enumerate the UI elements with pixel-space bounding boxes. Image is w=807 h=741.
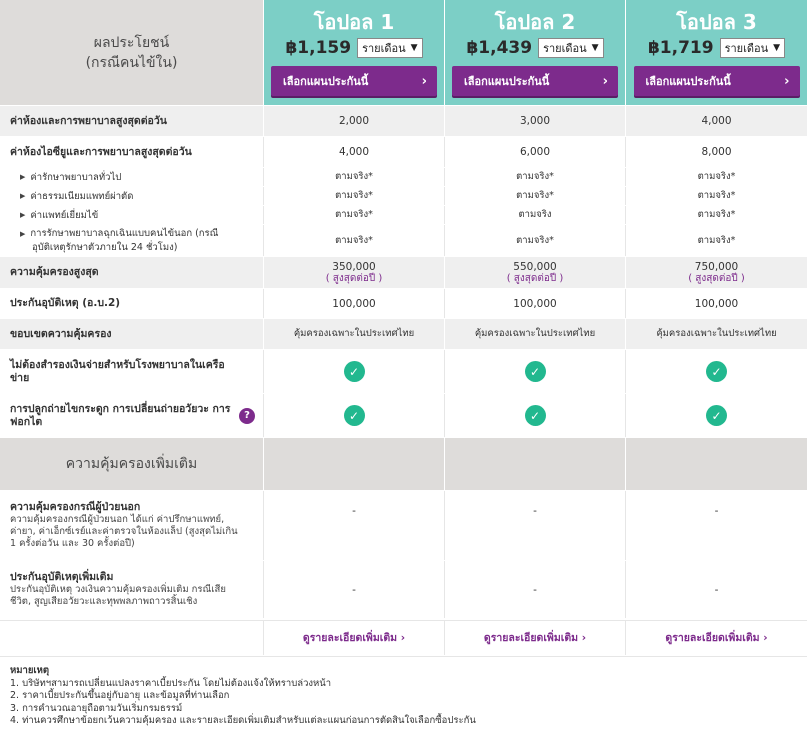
row-coverage-scope	[0, 319, 807, 350]
footnote-item: 4. ท่านควรศึกษาข้อยกเว้นความคุ้มครอง และรายละเอียดเพิ่มเติมสำหรับแต่ละแผนก่อนการตัดสินใจเลือกซื้อประกัน	[10, 715, 476, 726]
row-label-text	[10, 403, 230, 429]
cell-value: ตามจริง*	[263, 187, 444, 205]
row-surgeon-fee	[0, 187, 807, 206]
section-cell	[444, 438, 625, 490]
check-icon: ✓	[525, 361, 546, 382]
row-cashless-network	[0, 350, 807, 394]
row-label-line: ข่าย	[10, 371, 30, 384]
row-label	[0, 206, 263, 224]
row-label-line: อุบัติเหตุรักษาตัวภายใน 24 ชั่วโมง)	[32, 242, 178, 253]
cell-value	[625, 621, 807, 655]
row-label-text: ค่าธรรมเนียมแพทย์ผ่าตัด	[30, 190, 134, 202]
row-accident-insurance	[0, 289, 807, 319]
plan-header-3	[625, 0, 807, 105]
plan-header-2	[444, 0, 625, 105]
cell-value: ตามจริง*	[263, 206, 444, 224]
row-label	[0, 561, 263, 618]
section-title: ความคุ้มครองเพิ่มเติม	[65, 456, 198, 472]
chevron-right-icon: ›	[763, 632, 768, 644]
cell-value: ตามจริง*	[444, 168, 625, 186]
coverage-amount: 750,000	[694, 260, 739, 273]
row-label	[0, 394, 263, 437]
row-label-line: ฟอกไต	[10, 415, 43, 428]
chevron-right-icon: ›	[602, 73, 608, 89]
row-label: ค่าห้องและการพยาบาลสูงสุดต่อวัน	[10, 114, 167, 127]
check-icon: ✓	[344, 405, 365, 426]
cell-value: ตามจริง*	[444, 187, 625, 205]
chevron-right-icon: ›	[784, 73, 790, 89]
footnote-item: 3. การคำนวณอายุถือตามวันเริ่มกรมธรรม์	[10, 702, 183, 714]
period-value: รายเดือน	[543, 42, 587, 55]
cell-value	[625, 394, 807, 437]
rider-title: ความคุ้มครองกรณีผู้ป่วยนอก	[10, 501, 141, 513]
dropdown-arrow-icon: ▼	[591, 43, 599, 53]
row-accident-rider	[0, 561, 807, 619]
per-year-note: ( สูงสุดต่อปี )	[325, 272, 383, 284]
cell-value: ตามจริง*	[625, 187, 807, 205]
cell-value: 4,000	[263, 137, 444, 167]
period-value: รายเดือน	[362, 42, 406, 55]
period-dropdown[interactable]	[538, 38, 603, 58]
row-label: ความคุ้มครองสูงสุด	[10, 266, 99, 278]
select-plan-button[interactable]	[452, 66, 618, 96]
footnotes	[0, 656, 807, 741]
row-label	[0, 225, 263, 256]
row-label-text: ค่าแพทย์เยี่ยมไข้	[30, 209, 99, 221]
rider-desc: ค่ายา, ค่าเอ็กซ์เรย์และค่าตรวจในห้องแล็ป (สูงสุดไม่เกิน	[10, 526, 238, 537]
cell-value: คุ้มครองเฉพาะในประเทศไทย	[625, 319, 807, 349]
row-general-treatment	[0, 168, 807, 187]
cell-value: ตามจริง*	[625, 206, 807, 224]
row-label	[0, 491, 263, 560]
row-label	[0, 187, 263, 205]
cell-value	[444, 621, 625, 655]
row-label-text	[20, 227, 218, 241]
cell-value: ตามจริง*	[625, 225, 807, 256]
help-icon[interactable]: ?	[239, 408, 255, 424]
cell-value: -	[263, 491, 444, 560]
rider-title: ประกันอุบัติเหตุเพิ่มเติม	[10, 571, 114, 583]
select-plan-label: เลือกแผนประกันนี้	[464, 75, 550, 88]
row-label-text: ค่ารักษาพยาบาลทั่วไป	[30, 171, 122, 183]
row-label	[0, 621, 263, 655]
row-transplant-dialysis	[0, 394, 807, 438]
more-details-label: ดูรายละเอียดเพิ่มเติม	[483, 632, 579, 644]
plan-name: โอปอล 3	[676, 10, 757, 34]
select-plan-label: เลือกแผนประกันนี้	[283, 75, 369, 88]
check-icon: ✓	[525, 405, 546, 426]
cell-value: ตามจริง*	[263, 168, 444, 186]
row-emergency-outpatient	[0, 225, 807, 257]
row-label: ขอบเขตความคุ้มครอง	[10, 327, 112, 340]
cell-value: ตามจริง*	[444, 225, 625, 256]
row-icu-rate	[0, 137, 807, 168]
cell-value: -	[444, 561, 625, 618]
row-more-details	[0, 620, 807, 656]
check-icon: ✓	[344, 361, 365, 382]
cell-value: 4,000	[625, 106, 807, 136]
additional-coverage-section	[0, 438, 807, 490]
row-label-line: การปลูกถ่ายไขกระดูก การเปลี่ยนถ่ายอวัยวะ การ	[10, 402, 231, 415]
triangle-bullet-icon: ▶	[20, 191, 26, 200]
cell-value: -	[625, 561, 807, 618]
table-header	[0, 0, 807, 105]
benefit-subtitle: (กรณีคนไข้ใน)	[85, 54, 178, 71]
section-cell	[263, 438, 444, 490]
chevron-right-icon: ›	[581, 632, 587, 644]
row-label	[0, 168, 263, 186]
row-doctor-visit	[0, 206, 807, 225]
cell-value: -	[444, 491, 625, 560]
chevron-right-icon: ›	[421, 73, 427, 89]
check-icon: ✓	[706, 361, 727, 382]
row-max-coverage	[0, 257, 807, 289]
plan-price: ฿1,439	[466, 38, 533, 58]
more-details-label: ดูรายละเอียดเพิ่มเติม	[302, 632, 398, 644]
period-value: รายเดือน	[724, 42, 769, 55]
row-label	[0, 350, 263, 393]
rider-desc: ประกันอุบัติเหตุ วงเงินความคุ้มครองเพิ่มเติม กรณีเสีย	[10, 584, 226, 595]
cell-value	[263, 394, 444, 437]
check-icon: ✓	[706, 405, 727, 426]
cell-value: 100,000	[263, 289, 444, 318]
cell-value: -	[263, 561, 444, 618]
triangle-bullet-icon: ▶	[20, 210, 26, 219]
cell-value	[444, 257, 625, 288]
row-label-line: ไม่ต้องสำรองเงินจ่ายสำหรับโรงพยาบาลในเครือ	[10, 358, 225, 371]
row-outpatient-rider	[0, 491, 807, 561]
cell-value: คุ้มครองเฉพาะในประเทศไทย	[444, 319, 625, 349]
more-details-link[interactable]	[303, 632, 405, 644]
rider-desc: ความคุ้มครองกรณีผู้ป่วยนอก ได้แก่ ค่าปรึกษาแพทย์,	[10, 514, 225, 525]
benefit-header	[0, 0, 263, 105]
select-plan-button[interactable]	[634, 66, 800, 96]
coverage-amount: 350,000	[332, 260, 376, 273]
cell-value: -	[625, 491, 807, 560]
row-label: ประกันอุบัติเหตุ (อ.บ.2)	[10, 297, 121, 309]
plan-name: โอปอล 1	[313, 10, 395, 34]
more-details-link[interactable]	[484, 632, 586, 644]
per-year-note: ( สูงสุดต่อปี )	[506, 272, 564, 284]
cell-value	[625, 257, 807, 288]
footnote-item: 1. บริษัทฯสามารถเปลี่ยนแปลงราคาเบี้ยประกัน โดยไม่ต้องแจ้งให้ทราบล่วงหน้า	[10, 677, 332, 689]
cell-value: ตามจริง	[444, 206, 625, 224]
row-label-line: การรักษาพยาบาลฉุกเฉินแบบคนไข้นอก (กรณี	[30, 228, 219, 239]
cell-value: ตามจริง*	[625, 168, 807, 186]
plan-price: ฿1,719	[647, 38, 714, 58]
triangle-bullet-icon: ▶	[20, 172, 26, 181]
plan-header-1	[263, 0, 444, 105]
cell-value: ตามจริง*	[263, 225, 444, 256]
benefit-title: ผลประโยชน์	[93, 34, 170, 51]
row-room-rate	[0, 106, 807, 137]
cell-value	[263, 350, 444, 393]
cell-value	[444, 350, 625, 393]
section-cell	[625, 438, 807, 490]
cell-value	[263, 257, 444, 288]
rider-desc: 1 ครั้งต่อวัน และ 30 ครั้งต่อปี)	[10, 538, 135, 549]
footnote-item: 2. ราคาเบี้ยประกันขึ้นอยู่กับอายุ และข้อมูลที่ท่านเลือก	[10, 690, 230, 701]
dropdown-arrow-icon: ▼	[410, 43, 418, 53]
cell-value: 6,000	[444, 137, 625, 167]
rider-desc: ชีวิต, สูญเสียอวัยวะและทุพพลภาพถาวรสิ้นเชิง	[10, 596, 198, 607]
chevron-right-icon: ›	[400, 632, 406, 644]
period-dropdown[interactable]	[357, 38, 422, 58]
cell-value: คุ้มครองเฉพาะในประเทศไทย	[263, 319, 444, 349]
cell-value	[444, 394, 625, 437]
dropdown-arrow-icon: ▼	[773, 43, 781, 53]
coverage-amount: 550,000	[513, 260, 557, 273]
period-dropdown[interactable]	[720, 38, 785, 58]
cell-value: 2,000	[263, 106, 444, 136]
footnotes-heading: หมายเหตุ	[10, 665, 50, 676]
more-details-link[interactable]	[665, 632, 767, 644]
more-details-label: ดูรายละเอียดเพิ่มเติม	[665, 632, 760, 644]
cell-value: 3,000	[444, 106, 625, 136]
per-year-note: ( สูงสุดต่อปี )	[688, 272, 745, 284]
cell-value: 8,000	[625, 137, 807, 167]
select-plan-button[interactable]	[271, 66, 437, 96]
select-plan-label: เลือกแผนประกันนี้	[645, 75, 731, 88]
cell-value	[625, 350, 807, 393]
triangle-bullet-icon: ▶	[20, 230, 26, 238]
cell-value	[263, 621, 444, 655]
row-label: ค่าห้องไอซียูและการพยาบาลสูงสุดต่อวัน	[10, 145, 192, 158]
plan-price: ฿1,159	[285, 38, 352, 58]
cell-value: 100,000	[625, 289, 807, 318]
plan-name: โอปอล 2	[494, 10, 576, 34]
cell-value: 100,000	[444, 289, 625, 318]
